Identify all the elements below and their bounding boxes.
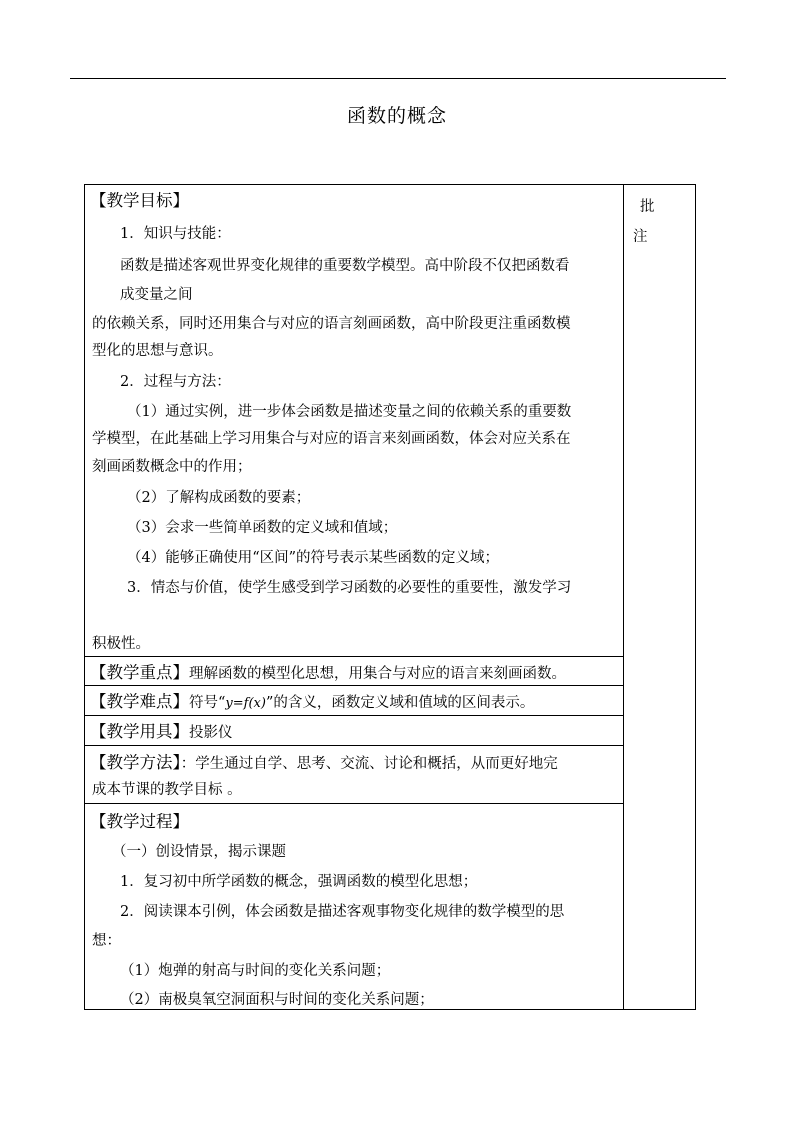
objectives-item3-text: 积极性。 [92,636,150,652]
difficulty-text: 符号“ [189,695,226,711]
row-divider [84,745,624,746]
process-text: 2．阅读课本引例，体会函数是描述客观事物变化规律的数学模型的思 [120,904,565,920]
objectives-heading: 【教学目标】 [90,191,189,210]
tools-text: 投影仪 [189,725,233,741]
row-divider [84,656,624,657]
objectives-item3-text: 3．情态与价值，使学生感受到学习函数的必要性的重要性，激发学习 [127,580,572,596]
objectives-item2-text: （4）能够正确使用“区间”的符号表示某些函数的定义域； [127,550,500,566]
difficulty-heading: 【教学难点】 [90,692,189,711]
objectives-item2-label: 2．过程与方法： [120,374,231,390]
annotation-label-1: 批 [640,199,655,215]
annotation-label-2: 注 [633,229,648,245]
objectives-item2-text: 学模型，在此基础上学习用集合与对应的语言来刻画函数，体会对应关系在 [92,431,571,447]
objectives-item2-text: 刻画函数概念中的作用； [92,459,252,475]
page-title: 函数的概念 [346,105,447,127]
key-point-text: 理解函数的模型化思想，用集合与对应的语言来刻画函数。 [189,666,566,682]
process-step: （一）创设情景，揭示课题 [112,844,286,860]
difficulty-text: ”的含义，函数定义域和值域的区间表示。 [265,695,535,711]
key-point-heading: 【教学重点】 [90,663,189,682]
header-rule [70,78,726,79]
objectives-item1-text: 成变量之间 [120,287,193,303]
objectives-item2-text: （2）了解构成函数的要素； [127,490,311,506]
objectives-item1-text: 的依赖关系，同时还用集合与对应的语言刻画函数，高中阶段更注重函数模 [92,316,571,332]
process-text: （1）炮弹的射高与时间的变化关系问题； [120,963,391,979]
method-text: 成本节课的教学目标 。 [92,782,242,798]
process-text: （2）南极臭氧空洞面积与时间的变化关系问题； [120,992,434,1008]
tools-row [90,722,233,743]
objectives-item2-text: （1）通过实例，进一步体会函数是描述变量之间的依赖关系的重要数 [127,404,572,420]
method-heading: 【教学方法】 [90,753,181,772]
objectives-item2-text: （3）会求一些简单函数的定义域和值域； [127,520,398,536]
objectives-item1-text: 型化的思想与意识。 [92,343,223,359]
row-divider [84,685,624,686]
tools-heading: 【教学用具】 [90,722,189,741]
row-divider [84,715,624,716]
process-text: 想： [92,933,121,949]
method-text: ：学生通过自学、思考、交流、讨论和概括，从而更好地完 [180,756,558,772]
difficulty-formula: y=f(x) [225,696,266,711]
objectives-item1-label: 1．知识与技能： [120,226,231,242]
process-text: 1．复习初中所学函数的概念，强调函数的模型化思想； [120,874,478,890]
difficulty-row [90,692,534,714]
process-heading: 【教学过程】 [90,812,189,831]
method-row [90,753,558,774]
key-point-row [90,663,566,684]
row-divider [84,803,624,804]
annotation-column-divider [623,184,624,1010]
objectives-item1-text: 函数是描述客观世界变化规律的重要数学模型。高中阶段不仅把函数看 [120,258,570,274]
